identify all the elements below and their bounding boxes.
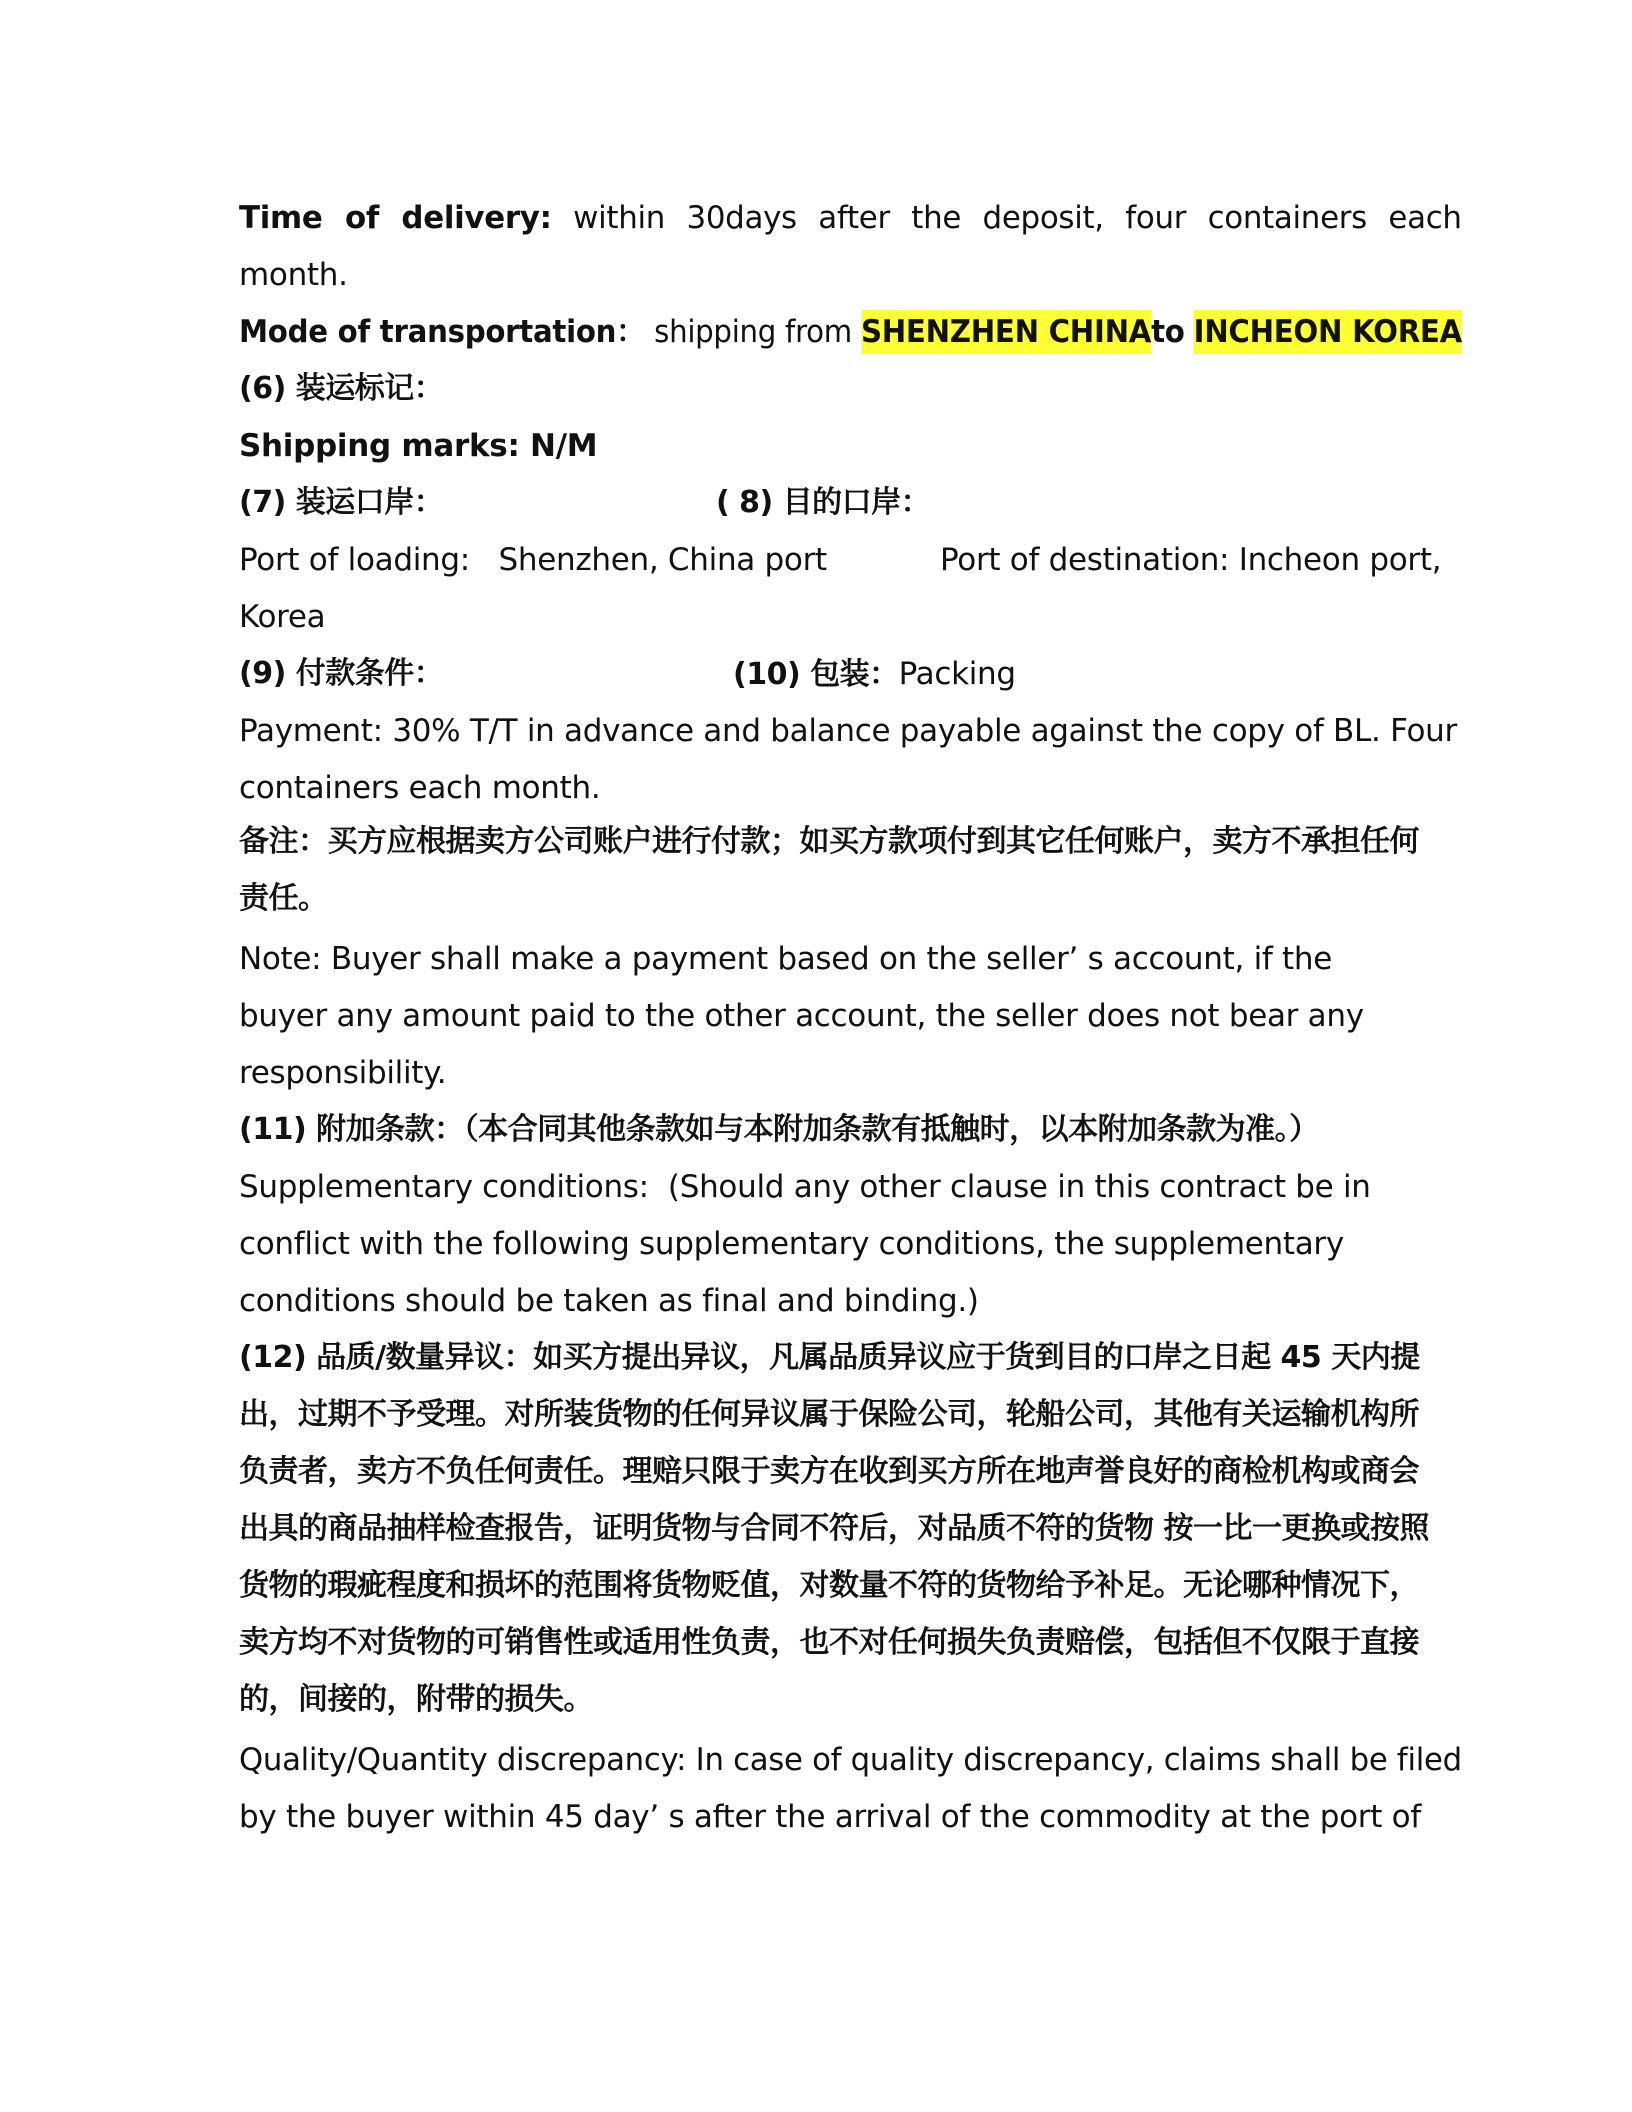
- transport-label: Mode of transportation：: [239, 314, 646, 350]
- packing-label: Packing: [898, 656, 1016, 692]
- note-en-line-3: responsibility.: [239, 1055, 447, 1091]
- section-12-line-6: 卖方均不对货物的可销售性或适用性负责，也不对任何损失负责赔偿，包括但不仅限于直接: [239, 1625, 1419, 1660]
- note-cn-line-1: 备注：买方应根据卖方公司账户进行付款；如买方款项付到其它任何账户，卖方不承担任何: [239, 824, 1419, 859]
- section-12-line-5: 货物的瑕疵程度和损坏的范围将货物贬值，对数量不符的货物给予补足。无论哪种情况下，: [239, 1568, 1419, 1603]
- payment-line-2: containers each month.: [239, 770, 601, 806]
- transport-line: [239, 312, 1462, 352]
- delivery-line: [239, 198, 1462, 238]
- port-of-destination-cont: Korea: [239, 599, 326, 635]
- section-7-heading: (7) 装运口岸：: [239, 485, 444, 520]
- payment-line-1: Payment: 30% T/T in advance and balance payable against the copy of BL. Four: [239, 713, 1457, 749]
- delivery-line-cont: month.: [239, 257, 348, 293]
- delivery-label: Time of delivery:: [239, 200, 552, 236]
- port-of-destination: Port of destination: Incheon port,: [940, 542, 1442, 578]
- section-9-heading: (9) 付款条件：: [239, 656, 444, 691]
- note-cn-line-2: 责任。: [239, 881, 328, 916]
- section-12-line-4: 出具的商品抽样检查报告，证明货物与合同不符后，对品质不符的货物 按一比一更换或按照: [239, 1511, 1429, 1546]
- note-en-line-2: buyer any amount paid to the other account, the seller does not bear any: [239, 998, 1364, 1034]
- note-en-line-1: Note: Buyer shall make a payment based on the seller’ s account, if the: [239, 941, 1333, 977]
- transport-to: to: [1151, 314, 1185, 350]
- section-12-line-1: (12) 品质/数量异议：如买方提出异议，凡属品质异议应于货到目的口岸之日起 45 天内提: [239, 1340, 1420, 1375]
- section-11-heading: (11) 附加条款：（本合同其他条款如与本附加条款有抵触时，以本附加条款为准。）: [239, 1112, 1319, 1147]
- section-6-heading: (6) 装运标记：: [239, 371, 444, 406]
- supplementary-line-3: conditions should be taken as final and binding.): [239, 1283, 979, 1319]
- origin-highlight: SHENZHEN CHINA: [861, 310, 1151, 354]
- transport-text: shipping from: [654, 314, 852, 350]
- supplementary-line-1: Supplementary conditions: (Should any other clause in this contract be in: [239, 1169, 1371, 1205]
- port-of-loading: Port of loading: Shenzhen, China port: [239, 542, 827, 578]
- quality-discrepancy-line-2: by the buyer within 45 day’ s after the arrival of the commodity at the port of: [239, 1799, 1421, 1835]
- section-12-line-3: 负责者，卖方不负任何责任。理赔只限于卖方在收到买方所在地声誉良好的商检机构或商会: [239, 1454, 1419, 1489]
- destination-highlight: INCHEON KOREA: [1194, 310, 1462, 354]
- supplementary-line-2: conflict with the following supplementary conditions, the supplementary: [239, 1226, 1344, 1262]
- shipping-marks: Shipping marks: N/M: [239, 428, 598, 464]
- delivery-text: within 30days after the deposit, four containers each: [573, 200, 1462, 236]
- section-12-line-7: 的，间接的，附带的损失。: [239, 1682, 593, 1717]
- section-10-line: [733, 654, 1016, 695]
- quality-discrepancy-line-1: Quality/Quantity discrepancy: In case of quality discrepancy, claims shall be filed: [239, 1742, 1462, 1778]
- section-12-line-2: 出，过期不予受理。对所装货物的任何异议属于保险公司，轮船公司，其他有关运输机构所: [239, 1397, 1419, 1432]
- section-10-heading: (10) 包装：: [733, 657, 899, 692]
- section-8-heading: ( 8) 目的口岸：: [716, 485, 931, 520]
